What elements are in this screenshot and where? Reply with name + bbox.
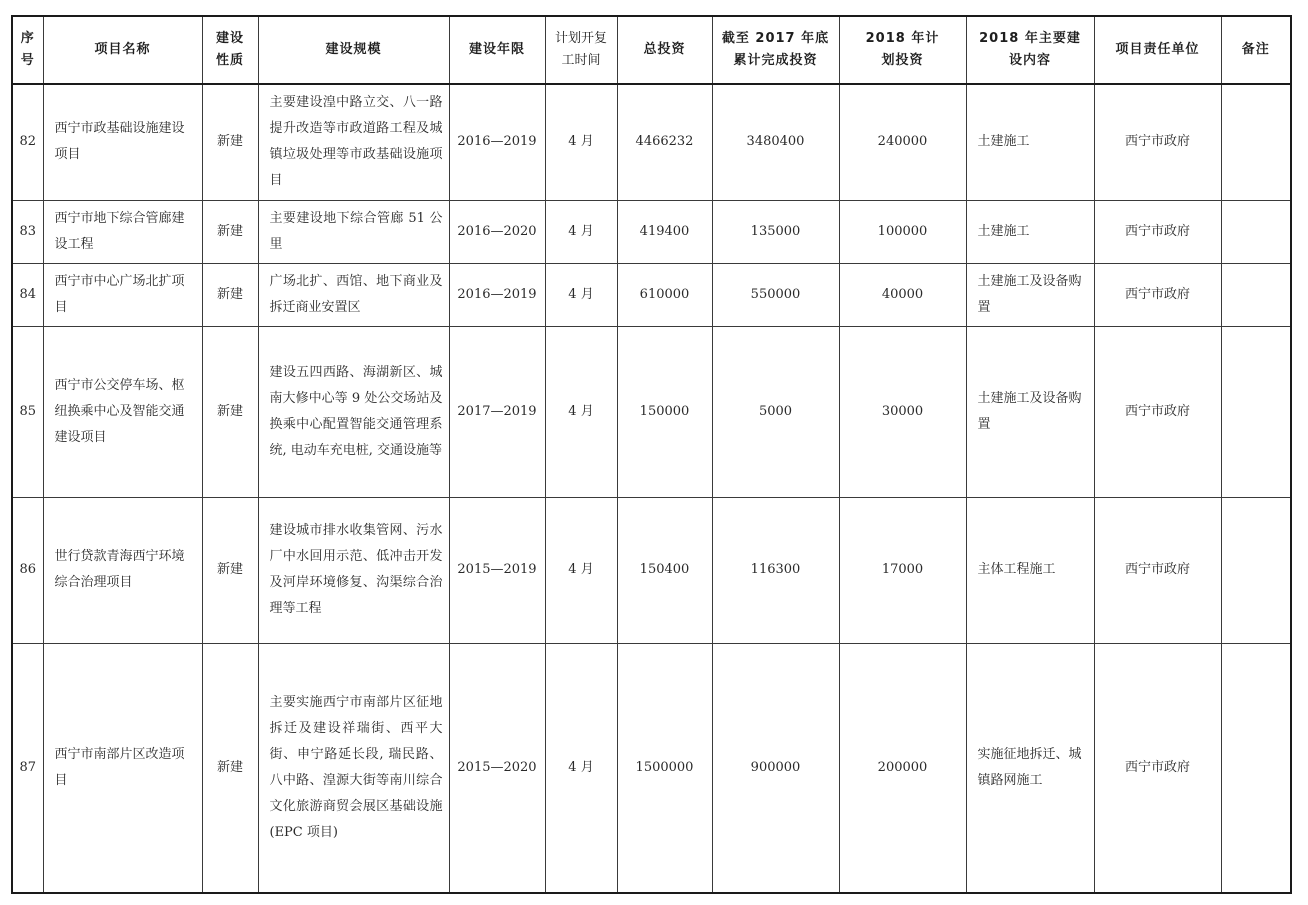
cell-name: 西宁市地下综合管廊建设工程 — [43, 200, 202, 263]
header-remark: 备注 — [1221, 16, 1291, 84]
cell-scale: 主要建设地下综合管廊 51 公里 — [258, 200, 449, 263]
cell-scale: 广场北扩、西馆、地下商业及拆迁商业安置区 — [258, 263, 449, 326]
cell-scale: 主要建设湟中路立交、八一路提升改造等市政道路工程及城镇垃圾处理等市政基础设施项目 — [258, 84, 449, 200]
cell-remark — [1221, 497, 1291, 643]
project-table — [11, 15, 1292, 894]
cell-nature: 新建 — [202, 263, 258, 326]
header-total: 总投资 — [617, 16, 712, 84]
cell-period: 2016—2019 — [449, 263, 545, 326]
cell-unit: 西宁市政府 — [1094, 326, 1221, 497]
cell-total: 1500000 — [617, 643, 712, 893]
cell-name: 西宁市南部片区改造项目 — [43, 643, 202, 893]
cell-period: 2015—2020 — [449, 643, 545, 893]
cell-period: 2016—2019 — [449, 84, 545, 200]
header-scale: 建设规模 — [258, 16, 449, 84]
cell-plan-2018: 240000 — [839, 84, 966, 200]
cell-plan-2018: 40000 — [839, 263, 966, 326]
cell-remark — [1221, 263, 1291, 326]
cell-cumulative: 900000 — [712, 643, 839, 893]
table-row — [12, 200, 1291, 263]
cell-total: 4466232 — [617, 84, 712, 200]
header-content-2018: 2018 年主要建设内容 — [966, 16, 1094, 84]
cell-remark — [1221, 200, 1291, 263]
cell-no: 87 — [12, 643, 43, 893]
cell-cumulative: 550000 — [712, 263, 839, 326]
cell-content-2018: 主体工程施工 — [966, 497, 1094, 643]
cell-nature: 新建 — [202, 643, 258, 893]
cell-no: 84 — [12, 263, 43, 326]
cell-unit: 西宁市政府 — [1094, 200, 1221, 263]
cell-total: 150400 — [617, 497, 712, 643]
cell-unit: 西宁市政府 — [1094, 84, 1221, 200]
cell-start: 4 月 — [545, 263, 617, 326]
table-row — [12, 497, 1291, 643]
cell-scale: 建设城市排水收集管网、污水厂中水回用示范、低冲击开发及河岸环境修复、沟渠综合治理等工程 — [258, 497, 449, 643]
cell-name: 西宁市政基础设施建设项目 — [43, 84, 202, 200]
cell-start: 4 月 — [545, 643, 617, 893]
cell-cumulative: 135000 — [712, 200, 839, 263]
cell-cumulative: 5000 — [712, 326, 839, 497]
cell-unit: 西宁市政府 — [1094, 497, 1221, 643]
cell-content-2018: 土建施工及设备购置 — [966, 263, 1094, 326]
cell-period: 2015—2019 — [449, 497, 545, 643]
cell-plan-2018: 100000 — [839, 200, 966, 263]
cell-content-2018: 土建施工及设备购置 — [966, 326, 1094, 497]
header-cumulative: 截至 2017 年底累计完成投资 — [712, 16, 839, 84]
cell-name: 西宁市中心广场北扩项目 — [43, 263, 202, 326]
cell-name: 西宁市公交停车场、枢纽换乘中心及智能交通建设项目 — [43, 326, 202, 497]
table-row — [12, 84, 1291, 200]
cell-scale: 建设五四西路、海湖新区、城南大修中心等 9 处公交场站及换乘中心配置智能交通管理系统, 电动车充电桩, 交通设施等 — [258, 326, 449, 497]
cell-remark — [1221, 326, 1291, 497]
cell-nature: 新建 — [202, 497, 258, 643]
table-row — [12, 326, 1291, 497]
cell-no: 82 — [12, 84, 43, 200]
cell-cumulative: 116300 — [712, 497, 839, 643]
cell-total: 150000 — [617, 326, 712, 497]
cell-total: 610000 — [617, 263, 712, 326]
cell-plan-2018: 30000 — [839, 326, 966, 497]
header-start: 计划开复工时间 — [545, 16, 617, 84]
cell-start: 4 月 — [545, 84, 617, 200]
cell-plan-2018: 200000 — [839, 643, 966, 893]
cell-no: 85 — [12, 326, 43, 497]
cell-content-2018: 土建施工 — [966, 84, 1094, 200]
cell-start: 4 月 — [545, 200, 617, 263]
cell-cumulative: 3480400 — [712, 84, 839, 200]
cell-content-2018: 实施征地拆迁、城镇路网施工 — [966, 643, 1094, 893]
cell-no: 83 — [12, 200, 43, 263]
cell-scale: 主要实施西宁市南部片区征地拆迁及建设祥瑞街、西平大街、申宁路延长段, 瑞民路、八中路、湟源大街等南川综合文化旅游商贸会展区基础设施 (EPC 项目) — [258, 643, 449, 893]
cell-start: 4 月 — [545, 326, 617, 497]
header-no: 序号 — [12, 16, 43, 84]
header-plan-2018: 2018 年计划投资 — [839, 16, 966, 84]
header-period: 建设年限 — [449, 16, 545, 84]
cell-remark — [1221, 84, 1291, 200]
cell-no: 86 — [12, 497, 43, 643]
cell-nature: 新建 — [202, 200, 258, 263]
table-row — [12, 263, 1291, 326]
header-nature: 建设性质 — [202, 16, 258, 84]
table-row — [12, 643, 1291, 893]
cell-unit: 西宁市政府 — [1094, 643, 1221, 893]
header-row — [12, 16, 1291, 84]
cell-remark — [1221, 643, 1291, 893]
cell-name: 世行贷款青海西宁环境综合治理项目 — [43, 497, 202, 643]
cell-nature: 新建 — [202, 84, 258, 200]
cell-total: 419400 — [617, 200, 712, 263]
cell-period: 2017—2019 — [449, 326, 545, 497]
cell-plan-2018: 17000 — [839, 497, 966, 643]
cell-period: 2016—2020 — [449, 200, 545, 263]
cell-content-2018: 土建施工 — [966, 200, 1094, 263]
cell-nature: 新建 — [202, 326, 258, 497]
cell-unit: 西宁市政府 — [1094, 263, 1221, 326]
cell-start: 4 月 — [545, 497, 617, 643]
header-name: 项目名称 — [43, 16, 202, 84]
header-unit: 项目责任单位 — [1094, 16, 1221, 84]
